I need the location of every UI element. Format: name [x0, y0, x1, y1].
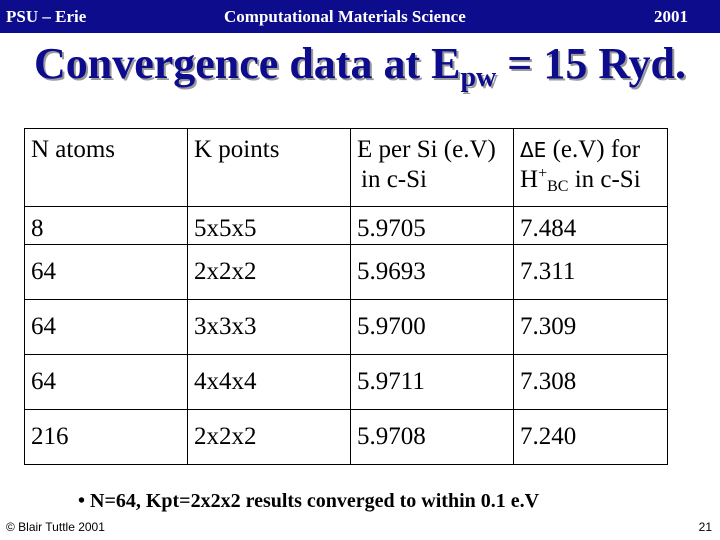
cell-delta-e: 7.240: [514, 410, 668, 465]
cell-energy: 5.9708: [351, 410, 514, 465]
convergence-note: • N=64, Kpt=2x2x2 results converged to within 0.1 e.V: [78, 490, 540, 512]
header-energy-line1: E per Si (e.V): [357, 136, 496, 163]
header-k-points: K points: [188, 129, 351, 207]
convergence-table: [24, 128, 668, 465]
cell-k-points: 2x2x2: [188, 410, 351, 465]
table-row: [25, 300, 668, 355]
table-row: [25, 355, 668, 410]
cell-k-points: 4x4x4: [188, 355, 351, 410]
cell-energy: 5.9705: [351, 207, 514, 245]
table-header-row: [25, 129, 668, 207]
cell-n-atoms: 8: [25, 207, 188, 245]
header-delta-line1: (e.V) for: [546, 136, 641, 163]
title-main: Convergence data at E: [33, 39, 461, 88]
cell-n-atoms: 64: [25, 355, 188, 410]
cell-k-points: 2x2x2: [188, 245, 351, 300]
header-delta-line2: $H^+_{BC}$ in c-Si: [520, 165, 641, 195]
cell-delta-e: 7.309: [514, 300, 668, 355]
cell-n-atoms: 64: [25, 245, 188, 300]
cell-delta-e: 7.484: [514, 207, 668, 245]
header-energy-line2: in c-Si: [361, 166, 427, 193]
cell-energy: 5.9700: [351, 300, 514, 355]
table-row: [25, 410, 668, 465]
title-subscript: pw: [460, 62, 497, 93]
cell-n-atoms: 216: [25, 410, 188, 465]
cell-k-points: 3x3x3: [188, 300, 351, 355]
title-tail: = 15 Ryd.: [496, 39, 687, 88]
cell-k-points: 5x5x5: [188, 207, 351, 245]
table-row: [25, 207, 668, 245]
cell-delta-e: 7.311: [514, 245, 668, 300]
page-number: 21: [698, 520, 712, 534]
header-bar: [0, 0, 720, 33]
header-year: 2001: [654, 7, 688, 26]
header-delta-e: [514, 129, 668, 207]
cell-n-atoms: 64: [25, 300, 188, 355]
cell-energy: 5.9711: [351, 355, 514, 410]
header-energy-per-si: [351, 129, 514, 207]
cell-energy: 5.9693: [351, 245, 514, 300]
header-delta-symbol: ΔE: [520, 138, 547, 162]
footer-author: © Blair Tuttle 2001: [6, 520, 105, 534]
table-row: [25, 245, 668, 300]
cell-delta-e: 7.308: [514, 355, 668, 410]
header-course: Computational Materials Science: [224, 7, 466, 26]
header-institution: PSU – Erie: [6, 7, 87, 26]
header-n-atoms: N atoms: [25, 129, 188, 207]
slide-title: [0, 38, 720, 93]
